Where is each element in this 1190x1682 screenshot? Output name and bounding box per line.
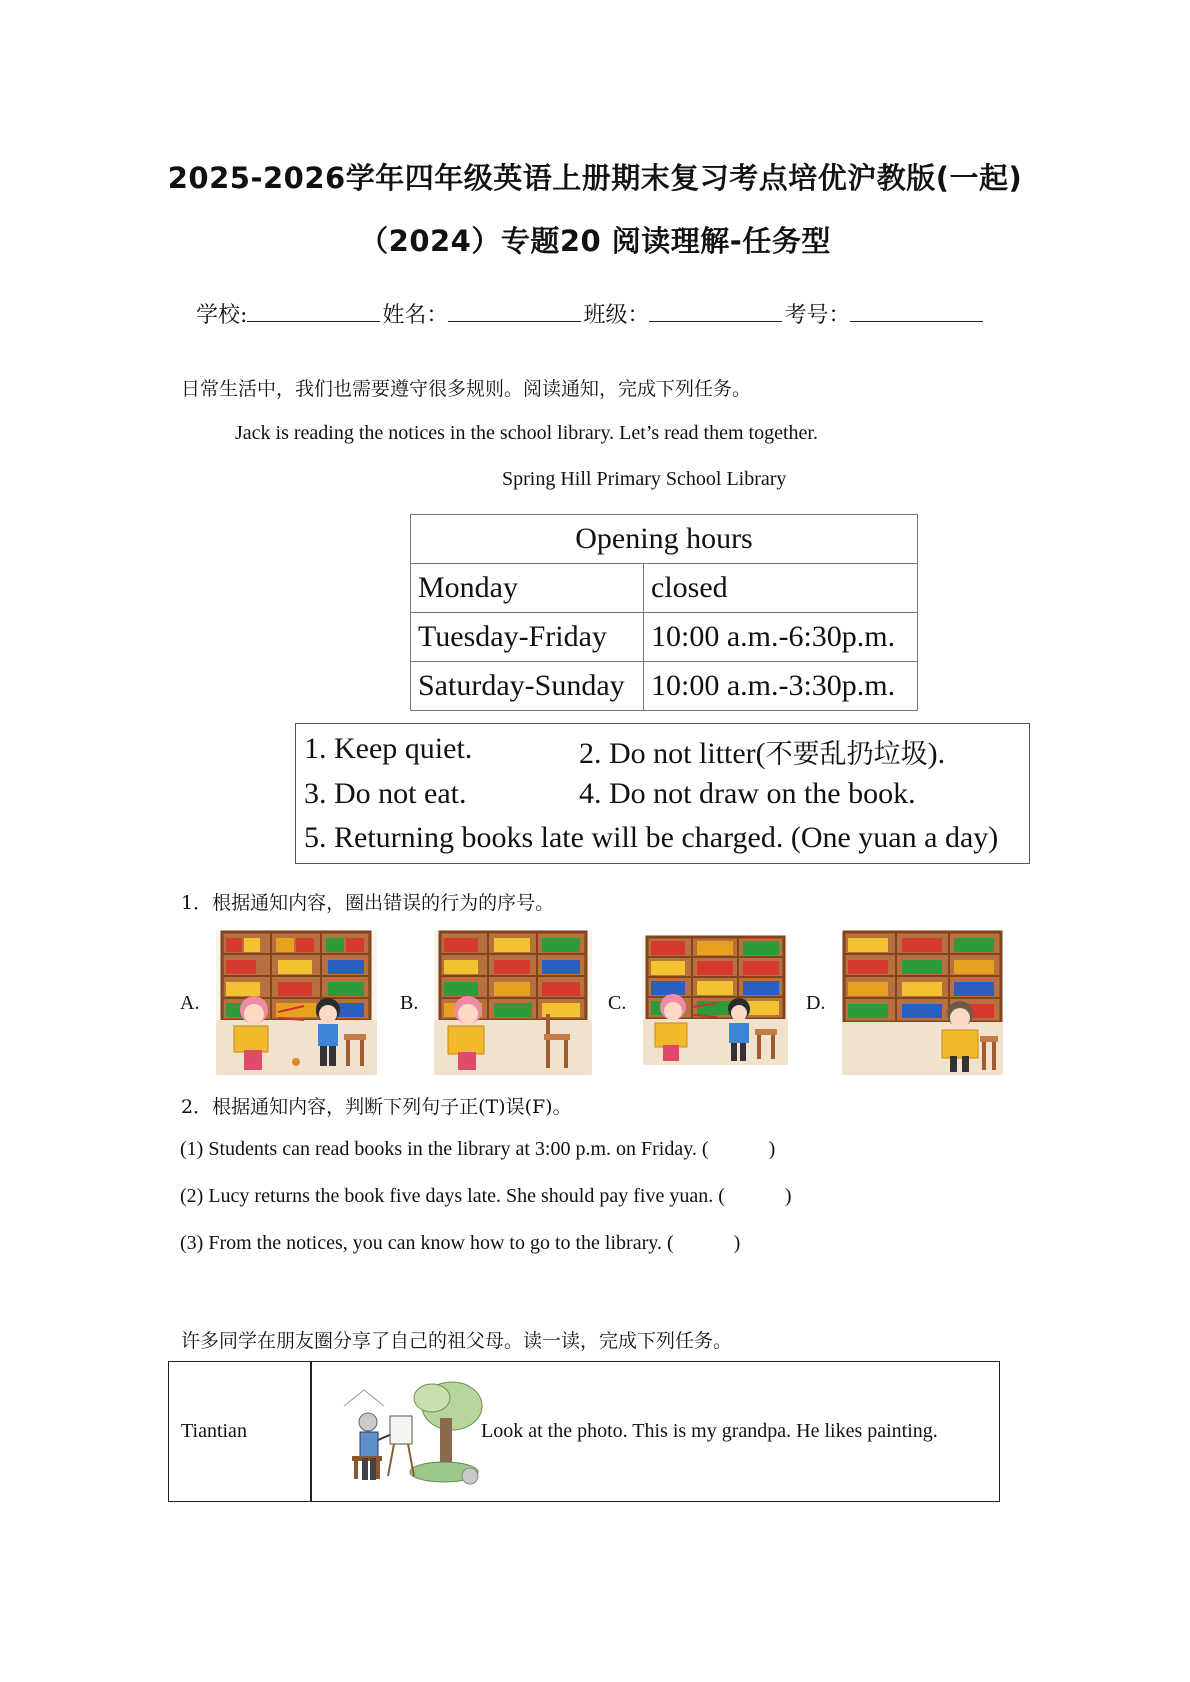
q2-item-text: (1) Students can read books in the library at 3:00 p.m. on Friday. (	[180, 1138, 709, 1160]
name-label: 姓名：	[382, 303, 449, 328]
table-divider	[310, 1362, 312, 1501]
option-d-picture[interactable]	[842, 930, 1003, 1075]
section2-intro-cn: 许多同学在朋友圈分享了自己的祖父母。读一读，完成下列任务。	[181, 1330, 733, 1352]
question-1: 1．根据通知内容，圈出错误的行为的序号。	[181, 892, 555, 914]
library-scene-illustration	[216, 930, 377, 1075]
school-blank[interactable]	[247, 299, 380, 322]
option-c-picture[interactable]	[643, 935, 788, 1065]
hours-day: Saturday-Sunday	[411, 662, 644, 711]
section1-intro-en: Jack is reading the notices in the school library. Let’s read them together.	[235, 422, 818, 444]
section1-intro-cn: 日常生活中，我们也需要遵守很多规则。阅读通知，完成下列任务。	[181, 378, 752, 400]
option-b-label: B.	[400, 992, 419, 1014]
opening-hours-table	[410, 514, 918, 711]
grandparent-description: Look at the photo. This is my grandpa. He likes painting.	[481, 1420, 938, 1442]
option-a-label: A.	[180, 992, 200, 1014]
q2-item-text: (3) From the notices, you can know how to go to the library. (	[180, 1232, 674, 1254]
rule-3: 3. Do not eat.	[304, 777, 467, 810]
rule-2	[579, 732, 945, 771]
question-2-item-2	[180, 1185, 792, 1208]
hours-day: Monday	[411, 564, 644, 613]
q2-item-end: )	[784, 1185, 792, 1207]
hours-header: Opening hours	[411, 515, 918, 564]
rule-2-end: ).	[927, 737, 946, 770]
number-blank[interactable]	[850, 299, 983, 322]
rule-1: 1. Keep quiet.	[304, 732, 473, 765]
grandparents-table	[168, 1361, 1000, 1502]
student-name: Tiantian	[181, 1420, 247, 1442]
table-row	[411, 564, 918, 613]
table-row	[411, 613, 918, 662]
option-c-label: C.	[608, 992, 627, 1014]
page-title: 2025-2026学年四年级英语上册期末复习考点培优沪教版(一起)	[167, 161, 1023, 195]
class-label: 班级：	[583, 303, 650, 328]
q2-item-text: (2) Lucy returns the book five days late. She should pay five yuan. (	[180, 1185, 725, 1207]
class-blank[interactable]	[649, 299, 782, 322]
rule-4: 4. Do not draw on the book.	[579, 777, 916, 810]
student-info-fields	[196, 298, 985, 329]
option-d-label: D.	[806, 992, 826, 1014]
grandpa-painting-illustration	[334, 1376, 484, 1488]
library-scene-illustration	[434, 930, 592, 1075]
grandpa-painting-picture	[334, 1376, 484, 1488]
hours-time: closed	[644, 564, 918, 613]
rule-5: 5. Returning books late will be charged. (One yuan a day)	[304, 821, 999, 854]
library-name: Spring Hill Primary School Library	[502, 468, 787, 490]
q2-item-end: )	[733, 1232, 741, 1254]
page-subtitle: （2024）专题20 阅读理解-任务型	[359, 224, 831, 258]
question-2-item-3	[180, 1232, 740, 1255]
hours-time: 10:00 a.m.-6:30p.m.	[644, 613, 918, 662]
q2-item-end: )	[768, 1138, 776, 1160]
rule-2-en: 2. Do not litter(	[579, 737, 766, 770]
option-b-picture[interactable]	[434, 930, 592, 1075]
library-scene-illustration	[842, 930, 1003, 1075]
name-blank[interactable]	[448, 299, 581, 322]
hours-time: 10:00 a.m.-3:30p.m.	[644, 662, 918, 711]
rule-2-cn: 不要乱扔垃圾	[765, 739, 928, 770]
library-scene-illustration	[643, 935, 788, 1065]
table-row	[411, 662, 918, 711]
school-label: 学校:	[196, 303, 248, 328]
hours-day: Tuesday-Friday	[411, 613, 644, 662]
question-2-item-1	[180, 1138, 775, 1161]
option-a-picture[interactable]	[216, 930, 377, 1075]
number-label: 考号：	[784, 303, 851, 328]
library-rules-box	[295, 723, 1030, 864]
question-2: 2．根据通知内容，判断下列句子正(T)误(F)。	[181, 1096, 572, 1118]
